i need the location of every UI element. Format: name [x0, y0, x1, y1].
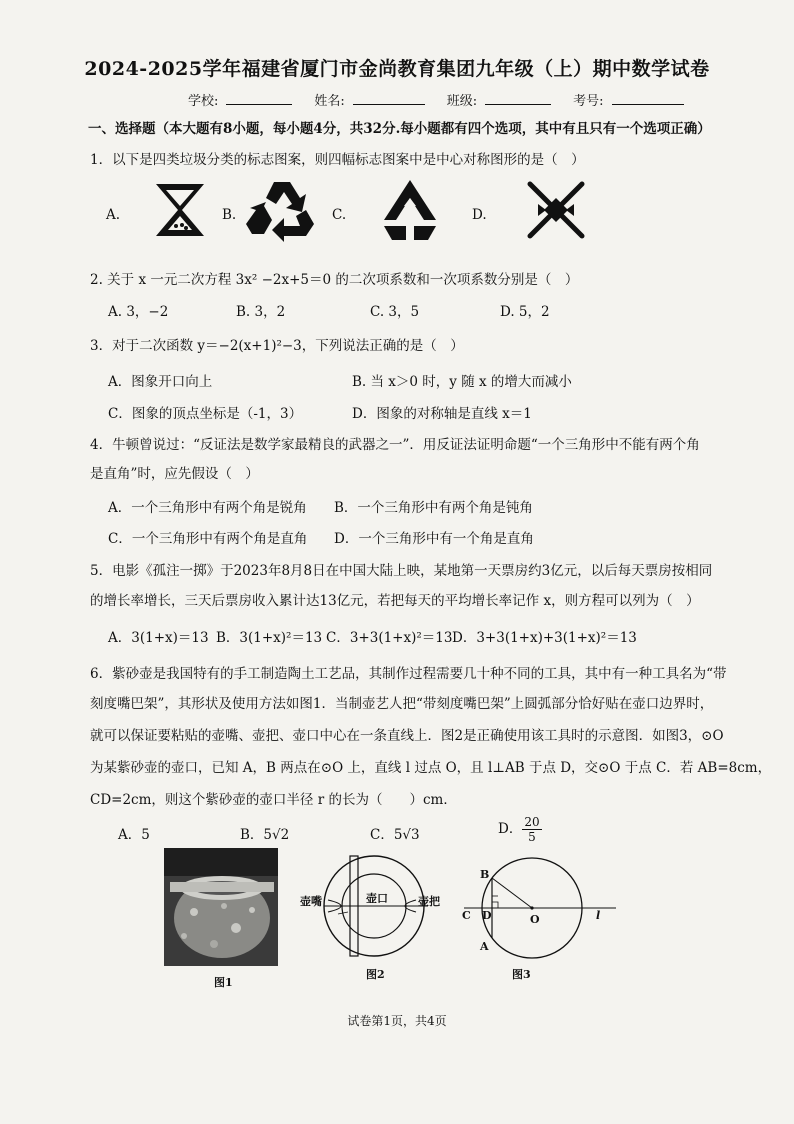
q1-stem: 1．以下是四类垃圾分类的标志图案，则四幅标志图案中是中心对称图形的是（ ） — [90, 152, 585, 168]
line-l-label: l — [596, 909, 601, 922]
point-d-label: D — [482, 909, 492, 922]
q6-option-a: A．5 — [118, 827, 150, 843]
q2-stem: 2. 关于 x 一元二次方程 3x² −2x+5＝0 的二次项系数和一次项系数分别是（ ） — [90, 272, 579, 288]
q1-option-b: B. — [222, 207, 237, 223]
q6-option-d-fraction — [522, 815, 541, 844]
point-b-label: B — [480, 868, 490, 881]
q5-option-b: B．3(1+x)²＝13 — [216, 630, 323, 646]
name-blank[interactable] — [353, 90, 425, 105]
q5-option-d: D．3+3(1+x)+3(1+x)²＝13 — [452, 630, 637, 646]
q5-option-c: C．3+3(1+x)²＝13 — [326, 630, 453, 646]
mouth-label: 壶口 — [366, 892, 388, 905]
section-heading: 一、选择题（本大题有8小题，每小题4分，共32分.每小题都有四个选项，其中有且只有一个选项正确） — [88, 121, 711, 137]
q5-option-a: A．3(1+x)＝13 — [108, 630, 209, 646]
triangle-arrows-icon — [378, 176, 442, 244]
q4-stem-line2: 是直角”时，应先假设（ ） — [90, 466, 259, 482]
q6-stem-line4: 为某紫砂壶的壶口，已知 A，B 两点在⊙O 上，直线 l 过点 O，且 l⊥AB 于点 D，交⊙O 于点 C．若 AB=8cm， — [90, 760, 772, 776]
q6-option-b: B．5√2 — [240, 827, 290, 843]
q6-stem-line2: 刻度嘴巴架”，其形状及使用方法如图1．当制壶艺人把“带刻度嘴巴架”上圆弧部分恰好贴在壶口边界时， — [90, 696, 714, 712]
q4-option-a: A．一个三角形中有两个角是锐角 — [108, 500, 307, 516]
fraction-denominator: 5 — [528, 830, 536, 844]
exam-no-label: 考号: — [573, 94, 604, 109]
q5-stem-line2: 的增长率增长，三天后票房收入累计达13亿元，若把每天的平均增长率记作 x，则方程可以列为（ ） — [90, 593, 700, 609]
q2-option-b: B. 3，2 — [236, 304, 286, 320]
exam-title: 2024-2025学年福建省厦门市金尚教育集团九年级（上）期中数学试卷 — [84, 58, 710, 80]
exam-no-blank[interactable] — [612, 90, 684, 105]
q6-stem-line3: 就可以保证要粘贴的壶嘴、壶把、壶口中心在一条直线上．图2是正确使用该工具时的示意图．如图3，⊙O — [90, 728, 724, 744]
recycle-hazard-icon — [152, 180, 208, 240]
q6-stem-line5: CD=2cm，则这个紫砂壶的壶口半径 r 的长为（ ）cm． — [90, 792, 457, 808]
figure-3-label: 图3 — [512, 968, 531, 981]
spout-label: 壶嘴 — [300, 895, 322, 908]
q3-option-c: C．图象的顶点坐标是（-1，3） — [108, 406, 303, 422]
point-c-label: C — [462, 909, 471, 922]
class-blank[interactable] — [485, 90, 551, 105]
q4-option-b: B．一个三角形中有两个角是钝角 — [334, 500, 533, 516]
handle-label: 壶把 — [418, 895, 440, 908]
q6-option-d-prefix: D． — [498, 821, 523, 837]
q6-stem-line1: 6．紫砂壶是我国特有的手工制造陶土工艺品，其制作过程需要几十种不同的工具，其中有一种工具名为“带 — [90, 666, 727, 682]
q1-option-a: A. — [106, 207, 121, 223]
q4-option-c: C．一个三角形中有两个角是直角 — [108, 531, 308, 547]
student-info — [188, 90, 698, 109]
q1-option-d: D. — [472, 207, 487, 223]
school-label: 学校: — [188, 94, 219, 109]
q4-option-d: D．一个三角形中有一个角是直角 — [334, 531, 534, 547]
q3-option-a: A．图象开口向上 — [108, 374, 213, 390]
q5-stem-line1: 5．电影《孤注一掷》于2023年8月8日在中国大陆上映，某地第一天票房约3亿元，以后每天票房按相同 — [90, 563, 713, 579]
q6-option-c: C．5√3 — [370, 827, 420, 843]
class-label: 班级: — [446, 94, 478, 109]
teapot-photo — [164, 848, 278, 966]
q2-option-d: D. 5，2 — [500, 304, 550, 320]
point-a-label: A — [480, 940, 489, 953]
q4-stem-line1: 4．牛顿曾说过：“反证法是数学家最精良的武器之一”．用反证法证明命题“一个三角形中不能有两个角 — [90, 437, 700, 453]
fraction-numerator: 20 — [524, 815, 540, 829]
figure-1-label: 图1 — [214, 976, 233, 989]
name-label: 姓名: — [314, 94, 345, 109]
page-footer: 试卷第1页，共4页 — [347, 1014, 447, 1028]
q2-option-c: C. 3，5 — [370, 304, 420, 320]
q2-option-a: A. 3，−2 — [108, 304, 169, 320]
cross-arrows-icon — [524, 178, 588, 242]
q1-option-c: C. — [332, 207, 347, 223]
figure-2-label: 图2 — [366, 968, 385, 981]
q3-option-b: B. 当 x＞0 时，y 随 x 的增大而减小 — [352, 374, 572, 390]
point-o-label: O — [530, 913, 540, 926]
q6-option-d — [498, 815, 542, 844]
recycling-arrows-icon — [244, 176, 324, 246]
q3-stem: 3．对于二次函数 y＝−2(x+1)²−3，下列说法正确的是（ ） — [90, 338, 464, 354]
q3-option-d: D．图象的对称轴是直线 x＝1 — [352, 406, 532, 422]
school-blank[interactable] — [226, 90, 292, 105]
